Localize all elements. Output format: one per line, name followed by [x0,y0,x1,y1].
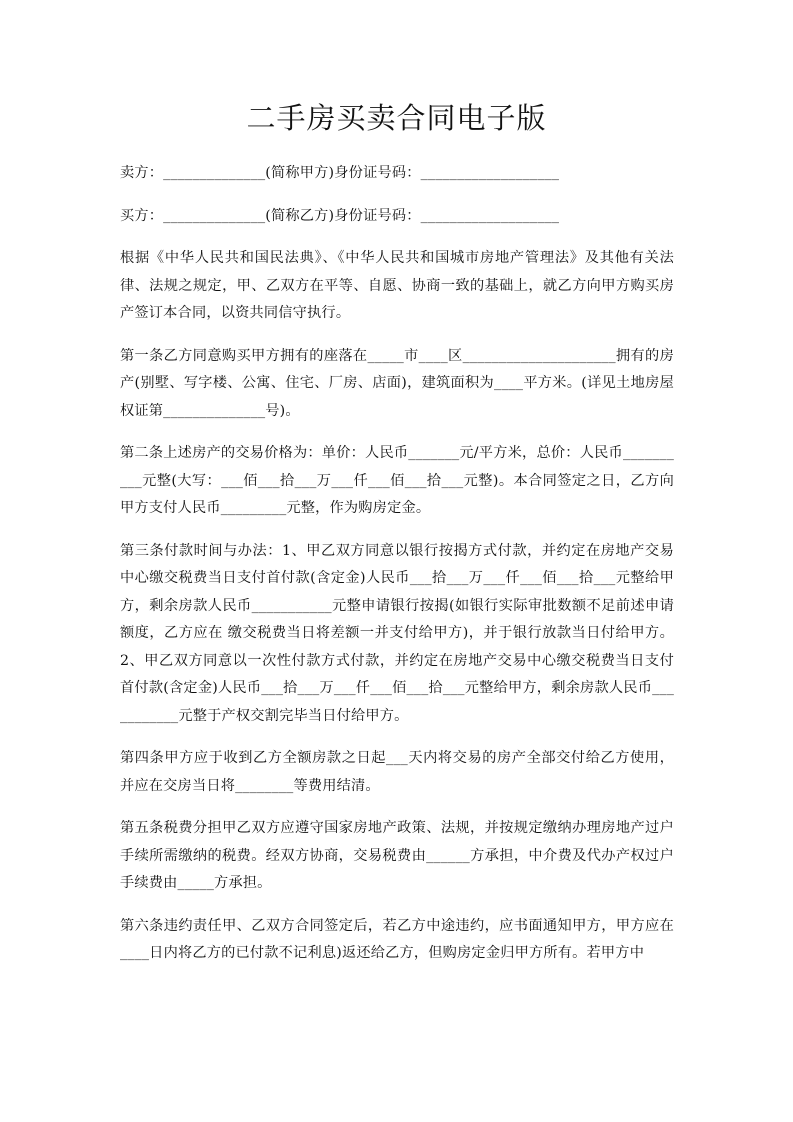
article-1-paragraph: 第一条乙方同意购买甲方拥有的座落在_____市____区_____________________拥有的房产(别墅、写字楼、公寓、住宅、厂房、店面)，建筑面积为____平方米。(详见土地房屋权证第______________号)。 [120,347,674,419]
preamble-paragraph: 根据《中华人民共和国民法典》、《中华人民共和国城市房地产管理法》及其他有关法律、法规之规定，甲、乙双方在平等、自愿、协商一致的基础上，就乙方向甲方购买房产签订本合同，以资共同信守执行。 [120,250,674,321]
article-2-paragraph: 第二条上述房产的交易价格为：单价：人民币_______元/平方米，总价：人民币__________元整(大写：___佰___拾___万___仟___佰___拾___元整)。本合同签定之日，乙方向甲方支付人民币_________元整，作为购房定金。 [120,445,674,516]
document-body [120,160,674,968]
seller-line: 卖方：______________(简称甲方)身份证号码：___________________ [120,165,560,181]
buyer-line: 买方：______________(简称乙方)身份证号码：___________________ [120,207,560,224]
article-5-paragraph: 第五条税费分担甲乙双方应遵守国家房地产政策、法规，并按规定缴纳办理房地产过户手续所需缴纳的税费。经双方协商，交易税费由______方承担，中介费及代办产权过户手续费由_____方承担。 [120,820,674,891]
document-title: 二手房买卖合同电子版 [246,101,547,135]
article-6-paragraph: 第六条违约责任甲、乙双方合同签定后，若乙方中途违约，应书面通知甲方，甲方应在____日内将乙方的已付款不记利息)返还给乙方，但购房定金归甲方所有。若甲方中 [120,917,674,961]
article-3-paragraph: 第三条付款时间与办法：1、甲乙双方同意以银行按揭方式付款，并约定在房地产交易中心缴交税费当日支付首付款(含定金)人民币___拾___万___仟___佰___拾___元整给甲方，剩余房款人民币___________元整申请银行按揭(如银行实际审批数额不足前述申请额度，乙方应在 缴交税费当日将差额一并支付给甲方)，并于银行放款当日付给甲方。 2、甲乙双方同意以一次性付款方式付款，并约定在房地产交易中心缴交税费当日支付首付款(含定金)人民币___拾___万___仟___佰___拾___元整给甲方，剩余房款人民币___________元整于产权交割完毕当日付给甲方。 [120,542,674,724]
article-4-paragraph: 第四条甲方应于收到乙方全额房款之日起___天内将交易的房产全部交付给乙方使用，并应在交房当日将________等费用结清。 [120,750,674,794]
